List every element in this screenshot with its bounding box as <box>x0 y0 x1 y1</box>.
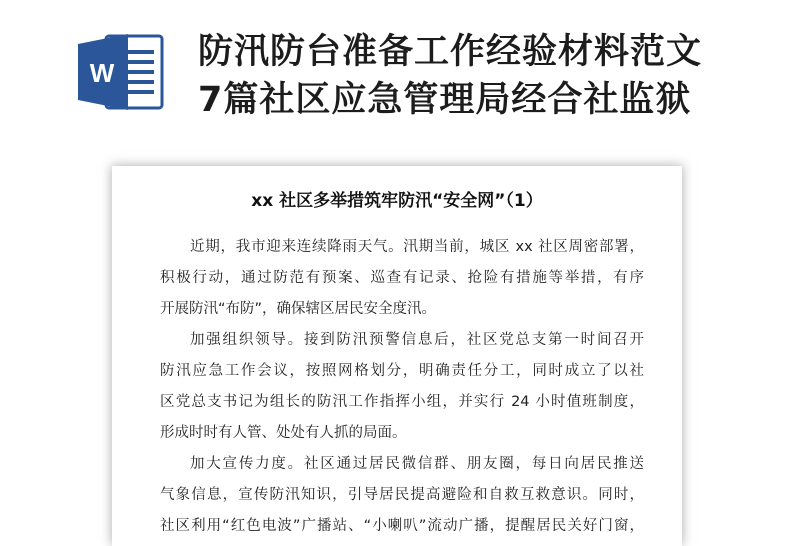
paragraph-line: 加强组织领导。接到防汛预警信息后，社区党总支第一时间召开 <box>190 332 644 348</box>
page-title-line-1: 防汛防台准备工作经验材料范文 <box>198 32 703 72</box>
paragraph-line: 形成时时有人管、处处有人抓的局面。 <box>160 425 407 441</box>
paragraph-2 <box>160 325 644 449</box>
paragraph-line: 防汛应急工作会议，按照网格划分，明确责任分工，同时成立了以社 <box>160 363 644 379</box>
document-page <box>112 166 682 546</box>
paragraph-line: 气象信息，宣传防汛知识，引导居民提高避险和自救互救意识。同时， <box>160 487 644 503</box>
page-title <box>198 28 788 124</box>
page-title-line-2: 7篇社区应急管理局经合社监狱 <box>198 80 692 120</box>
paragraph-line: 积极行动，通过防范有预案、巡查有记录、抢险有措施等举措，有序 <box>160 270 644 286</box>
paragraph-line: 区党总支书记为组长的防汛工作指挥小组，并实行 24 小时值班制度， <box>160 394 644 410</box>
word-document-icon <box>76 30 164 114</box>
paragraph-line: 开展防汛“布防”，确保辖区居民安全度汛。 <box>160 301 437 317</box>
paragraph-line: 近期，我市迎来连续降雨天气。汛期当前，城区 xx 社区周密部署， <box>190 239 644 255</box>
header <box>0 0 800 140</box>
paragraph-line: 社区利用“红色电波”广播站、“小喇叭”流动广播，提醒居民关好门窗， <box>160 518 644 534</box>
paragraph-3 <box>160 449 644 542</box>
word-icon-letter: W <box>89 58 115 88</box>
document-title: xx 社区多举措筑牢防汛“安全网”（1） <box>251 191 543 211</box>
paragraph-line: 加大宣传力度。社区通过居民微信群、朋友圈，每日向居民推送 <box>190 456 644 472</box>
paragraph-1 <box>160 232 644 325</box>
